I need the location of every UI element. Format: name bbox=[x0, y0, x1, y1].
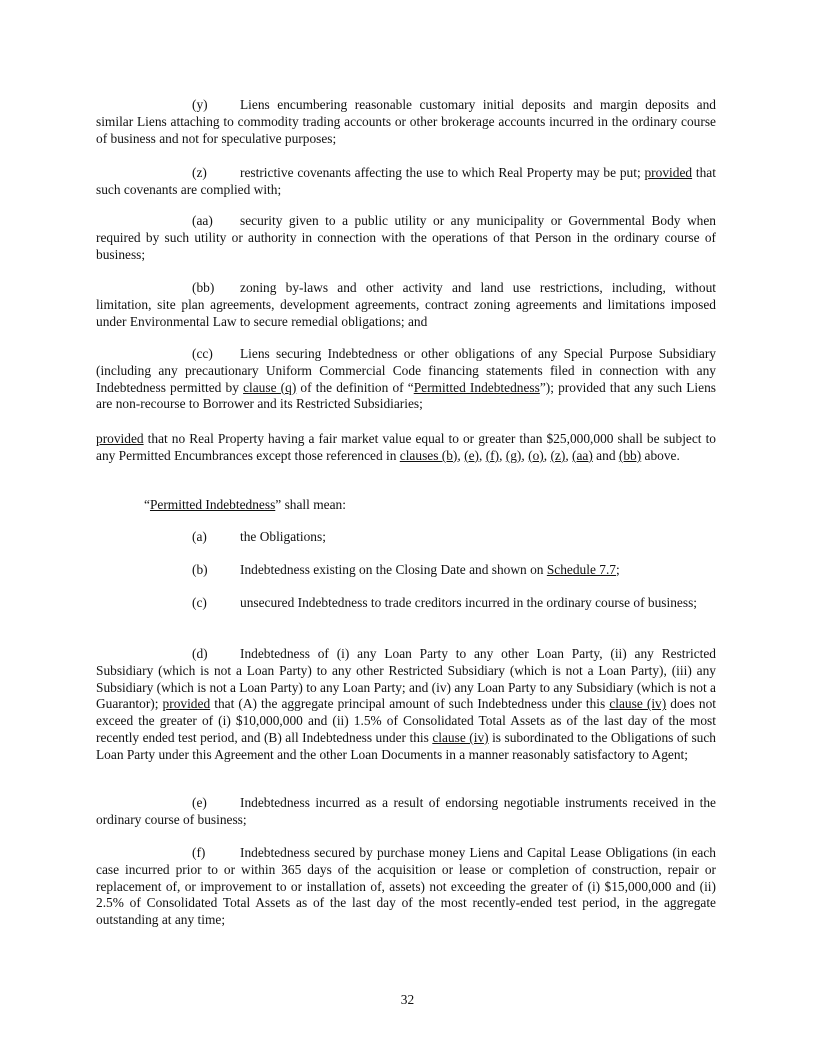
separator: , bbox=[565, 447, 573, 463]
clause-ref: (aa) bbox=[572, 447, 593, 463]
item-text: unsecured Indebtedness to trade creditors incurred in the ordinary course of business; bbox=[240, 595, 697, 610]
item-text: Indebtedness of (i) any Loan Party to any other Loan Party, (ii) any Restricted Subsidiary (which is not a Loan Party) to any other Restricted Subsidiary (which is not a Loan Party), (iii) any Subsidiary (which is not a Loan Party) to any Loan Party; and (iv) any Loan Party to any Subsidiary (which is not a Guarantor); bbox=[96, 646, 716, 712]
item-label: (d) bbox=[192, 646, 208, 661]
clause-text-tail: that such covenants are complied with; bbox=[96, 165, 716, 197]
clause-y bbox=[96, 97, 716, 147]
item-text: the Obligations; bbox=[240, 529, 326, 544]
separator: , bbox=[457, 447, 465, 463]
item-d bbox=[96, 646, 716, 764]
provided-term: provided bbox=[644, 165, 693, 180]
clause-text: Liens securing Indebtedness or other obligations of any Special Purpose Subsidiary (including any precautionary Uniform Commercial Code financing statements filed in connection with any Indebtedness permitted by bbox=[96, 346, 716, 395]
quote-open: “ bbox=[144, 497, 150, 512]
clause-ref: (z) bbox=[550, 447, 566, 463]
proviso-text: that no Real Property having a fair market value equal to or greater than $25,000,000 shall be subject to any Permitted Encumbrances except those referenced in bbox=[96, 431, 716, 463]
separator: , bbox=[543, 447, 551, 463]
item-c bbox=[96, 595, 716, 612]
separator: and bbox=[592, 447, 619, 463]
item-text: does not exceed the greater of (i) $10,000,000 and (ii) 1.5% of Consolidated Total Assets as of the last day of the most recently ended test period, and (B) all Indebtedness under this bbox=[96, 696, 717, 745]
clause-ref: clause (q) bbox=[243, 379, 297, 395]
clause-ref: (o) bbox=[528, 447, 544, 463]
clause-text: of the definition of “ bbox=[296, 379, 414, 395]
provided-term: provided bbox=[162, 696, 211, 712]
item-label: (a) bbox=[192, 529, 207, 544]
clause-ref: (g) bbox=[505, 447, 522, 463]
item-text-tail: ; bbox=[616, 562, 620, 577]
item-text: that (A) the aggregate principal amount of such Indebtedness under this bbox=[210, 696, 610, 712]
separator: , bbox=[499, 447, 506, 463]
clause-ref: clause (iv) bbox=[432, 729, 489, 745]
item-label: (e) bbox=[192, 795, 207, 810]
proviso-tail: above. bbox=[641, 447, 680, 463]
clause-text: restrictive covenants affecting the use to which Real Property may be put; bbox=[240, 165, 641, 180]
clause-aa bbox=[96, 213, 716, 263]
item-text: Indebtedness secured by purchase money Liens and Capital Lease Obligations (in each case incurred prior to or within 365 days of the acquisition or lease or completion of construction, repair or replacement of, or improvement to or installation of, assets) not exceeding the greater of (i) $15,000,000 and (ii) 2.5% of Consolidated Total Assets as of the last day of the most recently-ended test period, in the aggregate outstanding at any time; bbox=[96, 845, 716, 928]
clause-text: zoning by-laws and other activity and land use restrictions, including, without limitation, site plan agreements, development agreements, contract zoning agreements and limitations imposed under Environmental Law to secure remedial obligations; and bbox=[96, 280, 716, 329]
clause-label: (cc) bbox=[192, 346, 213, 361]
clause-cc bbox=[96, 346, 716, 413]
item-f bbox=[96, 845, 716, 929]
clause-text: ”); provided that any such Liens are non-recourse to Borrower and its Restricted Subsidiaries; bbox=[96, 379, 716, 412]
schedule-ref: Schedule 7.7 bbox=[546, 562, 616, 577]
item-text: is subordinated to the Obligations of such Loan Party under this Agreement and the other Loan Documents in a manner reasonably satisfactory to Agent; bbox=[96, 729, 717, 762]
definition-suffix: ” shall mean: bbox=[275, 497, 346, 512]
item-e bbox=[96, 795, 716, 829]
separator: , bbox=[478, 447, 486, 463]
item-label: (f) bbox=[192, 845, 206, 860]
clause-text: security given to a public utility or any municipality or Governmental Body when required by such utility or authority in connection with the operations of that Person in the ordinary course of business; bbox=[96, 213, 716, 262]
item-text: Indebtedness incurred as a result of endorsing negotiable instruments received in the ordinary course of business; bbox=[96, 795, 716, 827]
clause-bb bbox=[96, 280, 716, 330]
separator: , bbox=[521, 447, 529, 463]
clause-text: Liens encumbering reasonable customary initial deposits and margin deposits and similar Liens attaching to commodity trading accounts or other brokerage accounts incurred in the ordinary course of business and not for speculative purposes; bbox=[96, 97, 716, 146]
definition-heading bbox=[96, 497, 716, 514]
clause-label: (bb) bbox=[192, 280, 215, 295]
clause-ref: clause (iv) bbox=[609, 696, 667, 712]
defined-term: Permitted Indebtedness bbox=[413, 379, 540, 395]
clause-label: (aa) bbox=[192, 213, 213, 228]
proviso-paragraph bbox=[96, 431, 716, 465]
item-label: (c) bbox=[192, 595, 207, 610]
item-text-start: Indebtedness existing on the Closing Date and shown on bbox=[240, 562, 547, 577]
page-number: 32 bbox=[400, 992, 415, 1007]
clause-ref: (bb) bbox=[618, 447, 642, 463]
item-label: (b) bbox=[192, 562, 208, 577]
item-text bbox=[240, 562, 620, 579]
clause-ref: (f) bbox=[485, 447, 500, 463]
clause-ref: clauses (b) bbox=[399, 447, 458, 463]
clause-label: (y) bbox=[192, 97, 208, 112]
clause-label: (z) bbox=[192, 165, 207, 180]
provided-term: provided bbox=[96, 431, 144, 446]
clause-z bbox=[96, 165, 716, 199]
defined-term: Permitted Indebtedness bbox=[149, 497, 276, 512]
clause-ref: (e) bbox=[464, 447, 479, 463]
